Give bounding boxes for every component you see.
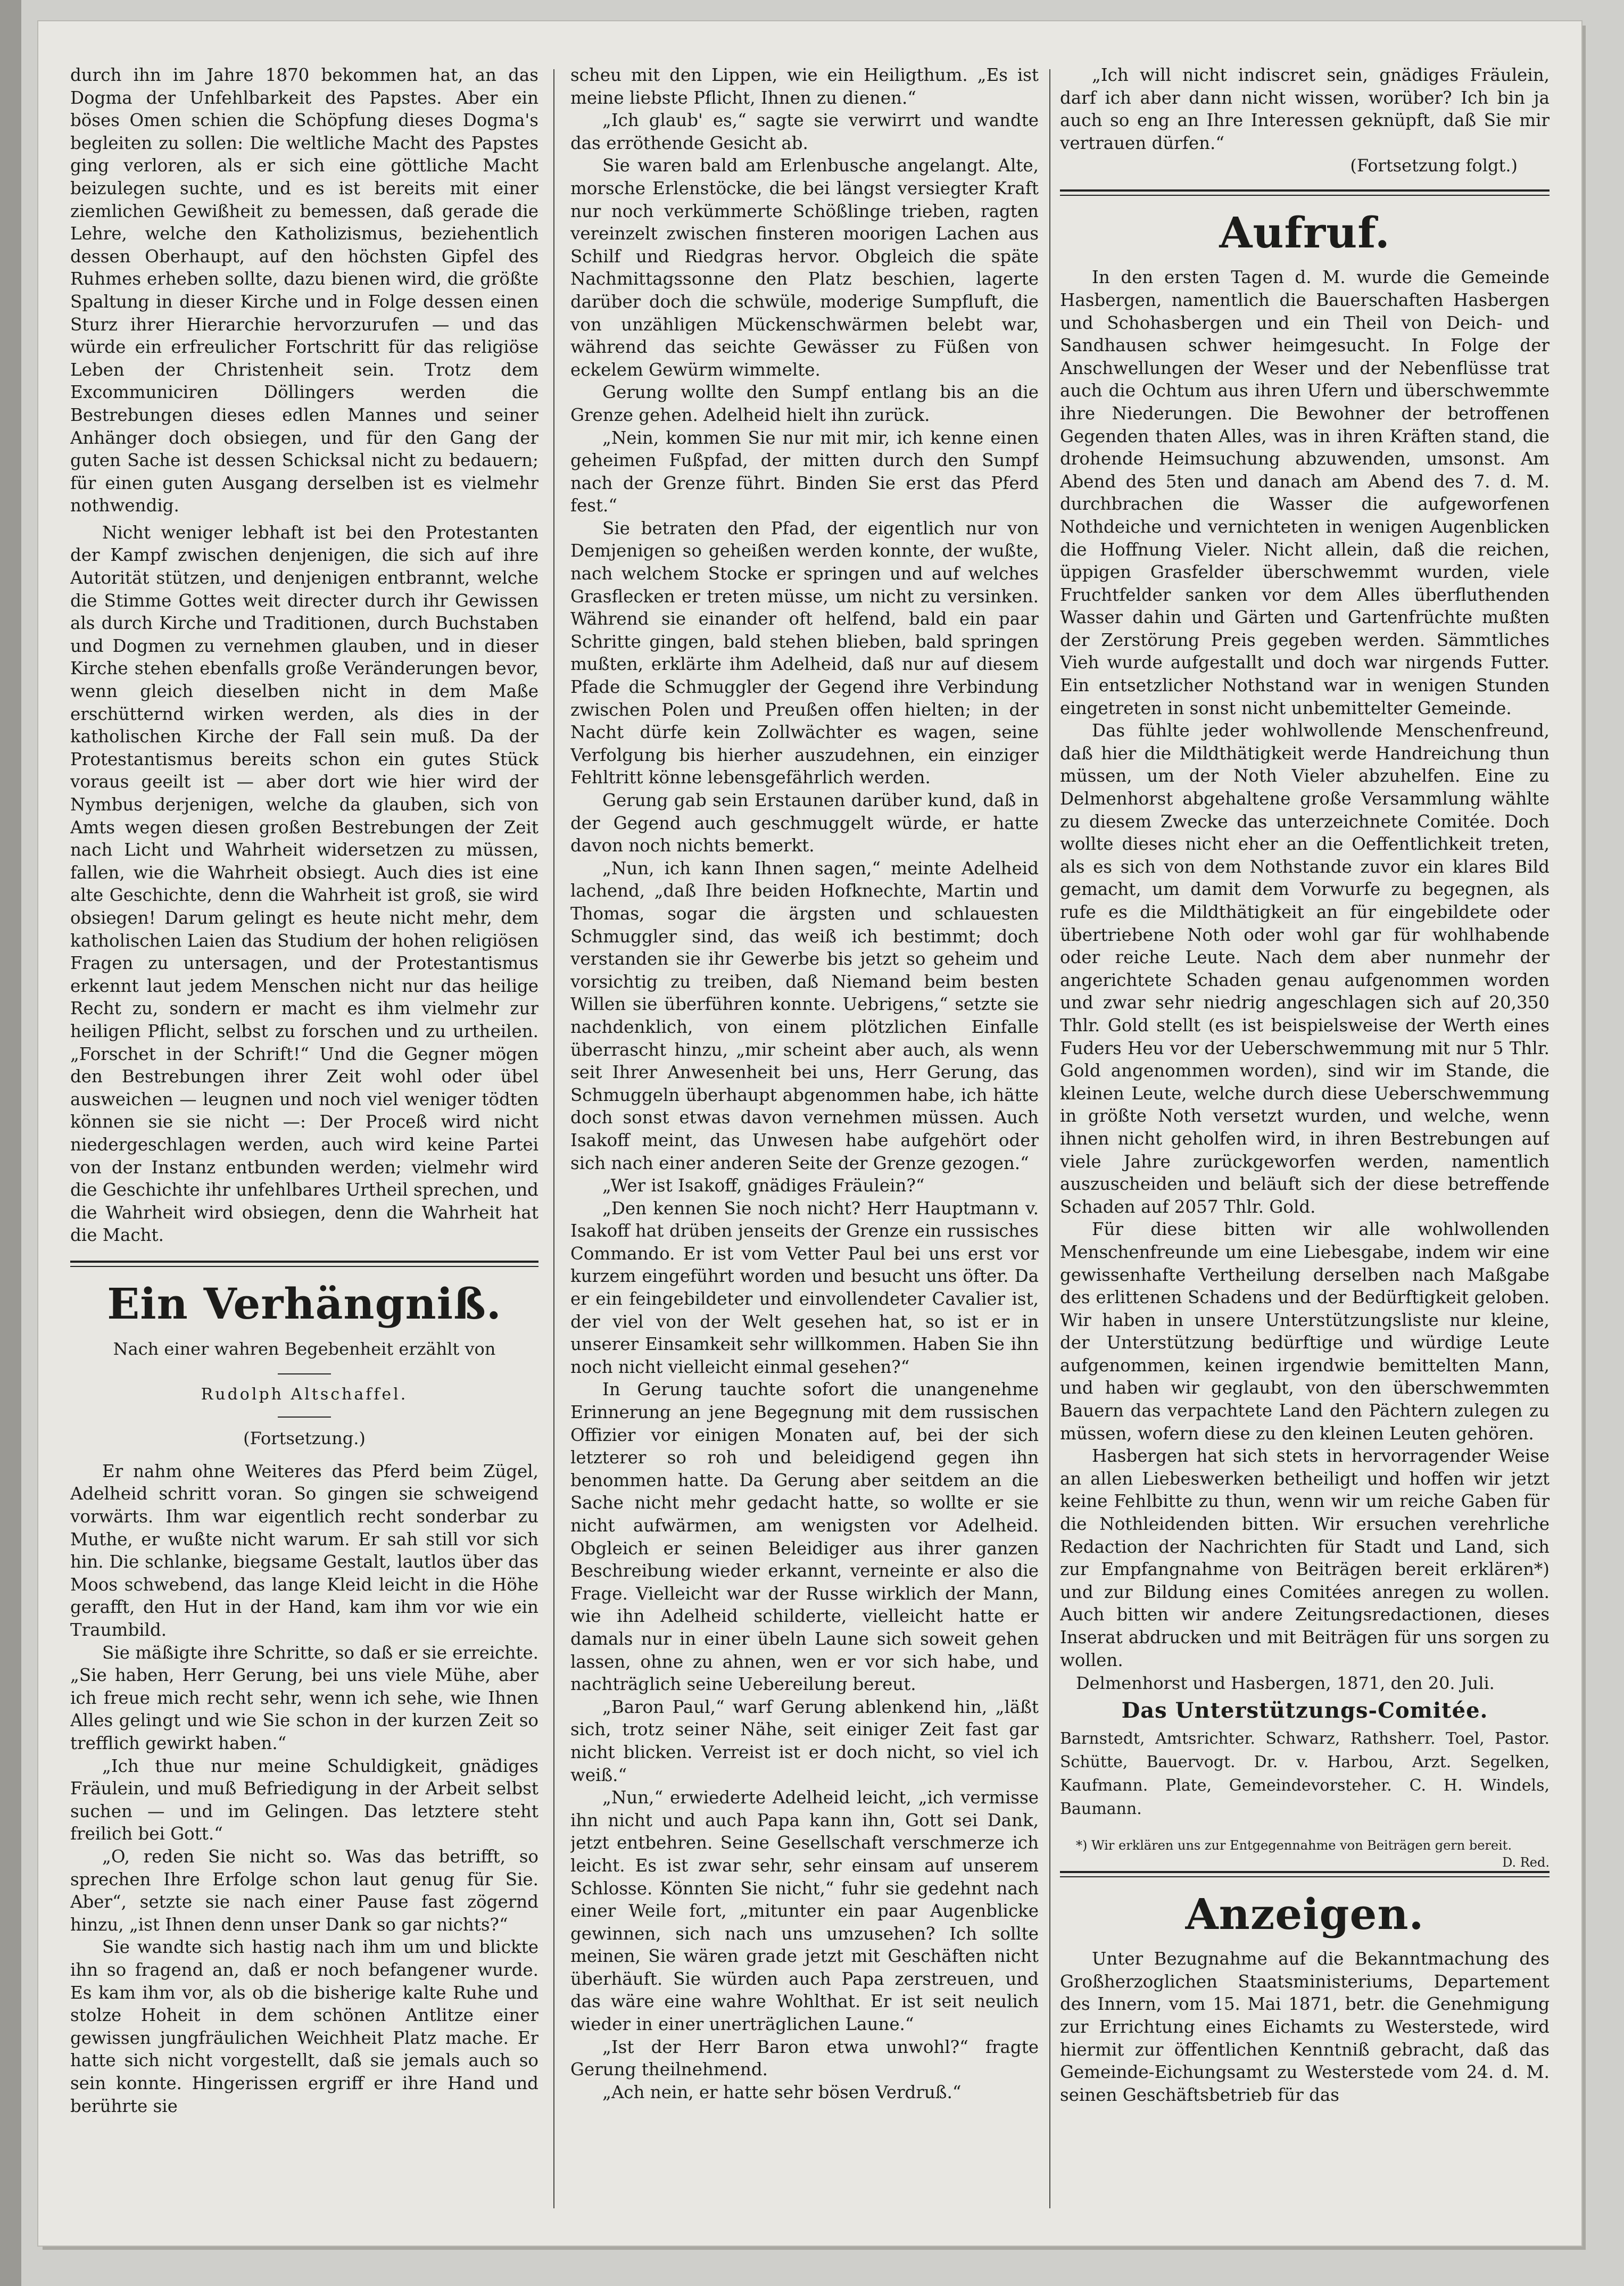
story-paragraph: „O, reden Sie nicht so. Was das betrifft, so sprechen Ihre Erfolge schon laut genug für Sie. Aber“, setzte sie nach einer Pause fast zögernd hinzu, „ist Ihnen denn unser Dank so gar nichts?“	[70, 1846, 538, 1935]
story-paragraph: „Ach nein, er hatte sehr bösen Verdruß.“	[602, 2082, 962, 2102]
story-paragraph: „Ich thue nur meine Schuldigkeit, gnädiges Fräulein, und muß Befriedigung in der Arbeit selbst suchen — und im Gelingen. Das letztere steht freilich bei Gott.“	[70, 1755, 538, 1844]
column-1	[70, 64, 538, 2224]
short-divider	[278, 1373, 331, 1374]
story-paragraph: Sie betraten den Pfad, der eigentlich nur von Demjenigen so geheißen werden konnte, der wußte, nach welchem Stocke er springen und auf welches Grasflecken er treten müsse, um nicht zu versinken. Während sie einander oft helfend, bald ein paar Schritte gingen, bald stehen blieben, bald springen mußten, erklärte ihm Adelheid, daß nur auf diesem Pfade die Schmuggler der Gegend ihre Verbindung zwischen Polen und Preußen offen hielten; in der Nacht dürfe kein Zollwächter es wagen, seine Verfolgung bis hierher auszudehnen, ein einziger Fehltritt könne lebensgefährlich werden.	[570, 518, 1039, 788]
story-paragraph: scheu mit den Lippen, wie ein Heiligthum. „Es ist meine liebste Pflicht, Ihnen zu dienen.“	[570, 65, 1039, 108]
column-divider	[553, 69, 554, 2208]
column-3	[1060, 64, 1550, 2224]
appeal-title: Aufruf.	[1219, 208, 1390, 258]
short-divider	[278, 1417, 331, 1418]
column-divider	[1049, 69, 1050, 2208]
story-paragraph: „Nun,“ erwiederte Adelheid leicht, „ich vermisse ihn nicht und auch Papa kann ihn, Gott sei Dank, jetzt entbehren. Seine Gesellschaft verschmerze ich leicht. Es ist zwar sehr, sehr einsam auf unserem Schlosse. Könnten Sie nicht,“ fuhr sie gedehnt nach einer Weile fort, „mitunter ein paar Augenblicke gewinnen, sich nach uns umzusehen? Ich sollte meinen, Sie wären grade jetzt mit Geschäften nicht überhäuft. Sie würden auch Papa zerstreuen, und das wäre eine wahre Wohlthat. Er ist seit neulich wieder in einer unerträglichen Laune.“	[570, 1787, 1039, 2035]
appeal-paragraph: Hasbergen hat sich stets in hervorragender Weise an allen Liebeswerken betheiligt und hoffen wir jetzt keine Fehlbitte zu thun, wenn wir um reiche Gaben für die Nothleidenden bitten. Wir ersuchen verehrliche Redaction der Nachrichten für Stadt und Land, sich zur Empfangnahme von Beiträgen bereit erklären*) und zur Bildung eines Comitées anregen zu wollen. Auch bitten wir andere Zeitungsredactionen, dieses Inserat abdrucken und mit Beiträgen für uns sorgen zu wollen.	[1060, 1446, 1550, 1670]
story-title: Ein Verhängniß.	[107, 1278, 502, 1329]
story-subtitle: Nach einer wahren Begebenheit erzählt von	[113, 1338, 496, 1359]
newspaper-page	[38, 21, 1581, 2246]
story-paragraph: „Ist der Herr Baron etwa unwohl?“ fragte Gerung theilnehmend.	[570, 2036, 1039, 2080]
continuation-note: (Fortsetzung.)	[243, 1428, 366, 1448]
section-divider	[70, 1261, 538, 1267]
story-paragraph: Sie waren bald am Erlenbusche angelangt. Alte, morsche Erlenstöcke, die bei längst versiegter Kraft nur noch verkümmerte Schößlinge trieben, ragten vereinzelt zwischen finsteren moorigen Lachen aus Schilf und Riedgras hervor. Obgleich die späte Nachmittagssonne den Platz beschien, lagerte darüber doch die schwüle, moderige Sumpfluft, die von unzähligen Mückenschwärmen belebt war, während das seichte Gewässer zu Füßen von eckelem Gewürm wimmelte.	[570, 155, 1039, 380]
section-divider	[1060, 189, 1550, 196]
story-paragraph: „Den kennen Sie noch nicht? Herr Hauptmann v. Isakoff hat drüben jenseits der Grenze ein russisches Commando. Er ist vom Vetter Paul bei uns erst vor kurzem eingeführt worden und besucht uns öfter. Da er ein feingebildeter und einvollendeter Cavalier ist, der viel von der Welt gesehen hat, so ist er in unserer Einsamkeit sehr willkommen. Haben Sie ihn noch nicht vielleicht einmal gesehen?“	[570, 1198, 1039, 1377]
article-paragraph: durch ihn im Jahre 1870 bekommen hat, an das Dogma der Unfehlbarkeit des Papstes. Aber ein böses Omen schien die Schöpfung dieses Dogma's begleiten zu sollen: Die weltliche Macht des Papstes ging verloren, als er sich eine göttliche Macht beizulegen suchte, und es ist bereits mit einer ziemlichen Gewißheit zu bemessen, daß gerade die Lehre, welche den Katholizismus, beziehentlich dessen Oberhaupt, auf den höchsten Gipfel des Ruhmes erheben sollte, dazu bienen wird, die größte Spaltung in dieser Kirche und in Folge dessen einen Sturz ihrer Hierarchie hervorzurufen — und das würde ein erfreulicher Fortschritt für das religiöse Leben der Christenheit sein. Trotz dem Excommuniciren Döllingers werden die Bestrebungen dieses edlen Mannes und seiner Anhänger doch obsiegen, und für den Gang der guten Sache ist dessen Schicksal nicht zu bedauern; für einen guten Ausgang derselben ist es vielmehr nothwendig.	[70, 65, 538, 516]
ads-title: Anzeigen.	[1185, 1889, 1424, 1940]
appeal-paragraph: Das fühlte jeder wohlwollende Menschenfreund, daß hier die Mildthätigkeit werde Handreichung thun müssen, um der Noth Vieler abzuhelfen. Eine zu Delmenhorst abgehaltene große Versammlung wählte zu diesem Zwecke das unterzeichnete Comitée. Doch wollte dieses nicht eher an die Oeffentlichkeit treten, als es sich von dem Nothstande zuvor ein klares Bild gemacht, um damit dem Vorwurfe zu begegnen, als rufe es die Mildthätigkeit an für eingebildete oder übertriebene Noth oder wohl gar für wohlhabende oder reiche Leute. Nach dem aber nunmehr der angerichtete Schaden genau aufgenommen worden und zwar sehr niedrig angeschlagen sich auf 20,350 Thlr. Gold stellt (es ist beispielsweise der Werth eines Fuders Heu vor der Ueberschwemmung mit nur 5 Thlr. Gold angenommen worden), sind wir im Stande, die kleinen Leute, welche durch diese Ueberschwemmung in größte Noth versetzt wurden, und welche, wenn ihnen nicht geholfen wird, in ihren Bestrebungen auf viele Jahre zurückgeworfen werden, namentlich auszuscheiden und beläuft sich der diese betreffende Schaden auf 2057 Thlr. Gold.	[1060, 720, 1550, 1217]
appeal-paragraph: Für diese bitten wir alle wohlwollenden Menschenfreunde um eine Liebesgabe, indem wir eine gewissenhafte Vertheilung derselben nach Maßgabe des erlittenen Schadens und der Bedürftigkeit geloben. Wir haben in unsere Unterstützungsliste nur kleine, der Unterstützung bedürftige und würdige Leute aufgenommen, keinen irgendwie bemittelten Mann, und haben wir geglaubt, von den überschwemmten Bauern das verpachtete Land den Pächtern zulegen zu müssen, wofern diese zu den kleinen Leuten gehören.	[1060, 1219, 1550, 1444]
story-paragraph: Gerung wollte den Sumpf entlang bis an die Grenze gehen. Adelheid hielt ihn zurück.	[570, 382, 1039, 425]
story-paragraph: Er nahm ohne Weiteres das Pferd beim Zügel, Adelheid schritt voran. So gingen sie schweigend vorwärts. Ihm war eigentlich recht sonderbar zu Muthe, er wußte nicht warum. Er sah still vor sich hin. Die schlanke, biegsame Gestalt, lautlos über das Moos schwebend, das lange Kleid leicht in die Höhe gerafft, den Hut in der Hand, kam ihm vor wie ein Traumbild.	[70, 1461, 538, 1641]
story-paragraph: „Nein, kommen Sie nur mit mir, ich kenne einen geheimen Fußpfad, der mitten durch den Sumpf nach der Grenze führt. Binden Sie erst das Pferd fest.“	[570, 427, 1039, 516]
section-divider	[1060, 1871, 1550, 1877]
ad-paragraph: Unter Bezugnahme auf die Bekanntmachung des Großherzoglichen Staatsministeriums, Departement des Innern, vom 15. Mai 1871, betr. die Genehmigung zur Errichtung eines Eichamts zu Westerstede, wird hiermit zur öffentlichen Kenntniß gebracht, daß das Gemeinde-Eichungsamt zu Westerstede vom 24. d. M. seinen Geschäftsbetrieb für das	[1060, 1949, 1550, 2105]
story-paragraph: Sie mäßigte ihre Schritte, so daß er sie erreichte. „Sie haben, Herr Gerung, bei uns viele Mühe, aber ich freue mich recht sehr, wenn ich sehe, wie Ihnen Alles gelingt und wie Sie schon in der kurzen Zeit so trefflich gewirkt haben.“	[70, 1642, 538, 1753]
story-paragraph: „Wer ist Isakoff, gnädiges Fräulein?“	[602, 1175, 925, 1196]
footnote	[1060, 1837, 1550, 1870]
story-paragraph: In Gerung tauchte sofort die unangenehme Erinnerung an jene Begegnung mit dem russischen Offizier vor einigen Monaten auf, bei der sich letzterer so roh und beleidigend gegen ihn benommen hatte. Da Gerung aber seitdem an die Sache nicht mehr gedacht hatte, so wollte er sie nicht aufwärmen, am wenigsten vor Adelheid. Obgleich er seinen Beleidiger aus ihrer ganzen Beschreibung wieder erkannt, verneinte er also die Frage. Vielleicht war der Russe wirklich der Mann, wie ihn Adelheid schilderte, vielleicht hatte er damals nur in einer übeln Laune sich soweit gehen lassen, ohne zu ahnen, wen er vor sich habe, und nachträglich seine Uebereilung bereut.	[570, 1379, 1039, 1695]
story-paragraph: Gerung gab sein Erstaunen darüber kund, daß in der Gegend auch geschmuggelt würde, er hatte davon noch nichts bemerkt.	[570, 790, 1039, 856]
article-paragraph: Nicht weniger lebhaft ist bei den Protestanten der Kampf zwischen denjenigen, die sich auf ihre Autorität stützen, und denjenigen entbrannt, welche die Stimme Gottes weit directer durch ihr Gewissen als durch Kirche und Traditionen, durch Buchstaben und Dogmen zu vernehmen glauben, und in dieser Kirche stehen ebenfalls große Veränderungen bevor, wenn gleich dieselben nicht in dem Maße erschütternd wirken werden, als dies in der katholischen Kirche der Fall sein muß. Da der Protestantismus bereits schon ein gutes Stück voraus geeilt ist — aber dort wie hier wird der Nymbus derjenigen, welche da glauben, sich von Amts wegen diesen großen Bestrebungen der Zeit nach Licht und Wahrheit widersetzen zu müssen, fallen, wie die Wahrheit obsiegt. Auch dies ist eine alte Geschichte, denn die Wahrheit ist groß, sie wird obsiegen! Darum gelingt es heute nicht mehr, dem katholischen Laien das Studium der hohen religiösen Fragen zu untersagen, und der Protestantismus erkennt laut jedem Menschen nicht nur das heilige Recht zu, sondern er macht es ihm vielmehr zur heiligen Pflicht, selbst zu forschen und zu urtheilen. „Forschet in der Schrift!“ Und die Gegner mögen den Bestrebungen ihrer Zeit wohl oder übel ausweichen — leugnen und noch viel weniger tödten können sie sie nicht —: Der Proceß wird nicht niedergeschlagen werden, auch wird keine Partei von der Instanz entbunden werden; vielmehr wird die Geschichte ihr unfehlbares Urtheil sprechen, und die Wahrheit wird obsiegen, denn die Wahrheit hat die Macht.	[70, 522, 538, 1246]
story-author: Rudolph Altschaffel.	[201, 1385, 408, 1404]
story-paragraph: „Nun, ich kann Ihnen sagen,“ meinte Adelheid lachend, „daß Ihre beiden Hofknechte, Martin und Thomas, sogar die ärgsten und schlauesten Schmuggler sind, das weiß ich bestimmt; doch verstanden sie ihr Gewerbe bis jetzt so geheim und vorsichtig zu treiben, daß Niemand beim besten Willen sie überführen konnte. Uebrigens,“ setzte sie nachdenklich, von einem plötzlichen Einfalle überrascht hinzu, „mir scheint aber auch, als wenn seit Ihrer Anwesenheit bei uns, Herr Gerung, das Schmuggeln überhaupt abgenommen habe, ich hätte doch sonst etwas davon vernehmen müssen. Auch Isakoff meint, das Unwesen habe aufgehört oder sich nach einer anderen Seite der Grenze gezogen.“	[570, 858, 1039, 1173]
adjacent-page-edge	[0, 0, 21, 2286]
story-paragraph: „Baron Paul,“ warf Gerung ablenkend hin, „läßt sich, trotz seiner Nähe, seit einiger Zeit fast gar nicht blicken. Verreist ist er doch nicht, so viel ich weiß.“	[570, 1696, 1039, 1785]
story-paragraph: „Ich glaub' es,“ sagte sie verwirrt und wandte das erröthende Gesicht ab.	[570, 110, 1039, 153]
committee-title: Das Unterstützungs-Comitée.	[1121, 1698, 1488, 1724]
appeal-paragraph: In den ersten Tagen d. M. wurde die Gemeinde Hasbergen, namentlich die Bauerschaften Hasbergen und Schohasbergen und ein Theil von Deich- und Sandhausen schwer heimgesucht. In Folge der Anschwellungen der Weser und der Nebenflüsse trat auch die Ochtum aus ihren Ufern und überschwemmte ihre Niederungen. Die Bewohner der betroffenen Gegenden thaten Alles, was in ihren Kräften stand, die drohende Heimsuchung abzuwenden, umsonst. Am Abend des 5ten und danach am Abend des 7. d. M. durchbrachen die Wasser die aufgeworfenen Nothdeiche und vernichteten in wenigen Augenblicken die Hoffnung Vieler. Nicht allein, daß die reichen, üppigen Grasfelder überschwemmt wurden, viele Fruchtfelder sanken vor dem Alles überfluthenden Wasser dahin und Gärten und Gartenfrüchte mußten der Zerstörung Preis gegeben werden. Sämmtliches Vieh wurde aufgestallt und doch war nirgends Futter. Ein entsetzlicher Nothstand war in wenigen Stunden eingetreten in sonst nicht unbemittelter Gemeinde.	[1060, 267, 1550, 718]
footnote-signature: D. Red.	[1502, 1855, 1550, 1870]
column-2	[570, 64, 1039, 2224]
appeal-dateline: Delmenhorst und Hasbergen, 1871, den 20. Juli.	[1076, 1673, 1495, 1694]
committee-members: Barnstedt, Amtsrichter. Schwarz, Rathsherr. Toel, Pastor. Schütte, Bauervogt. Dr. v. Harbou, Arzt. Segelken, Kaufmann. Plate, Gemeindevorsteher. C. H. Windels, Baumann.	[1060, 1729, 1550, 1819]
footnote-text: *) Wir erklären uns zur Entgegennahme von Beiträgen gern bereit.	[1076, 1838, 1512, 1853]
story-paragraph: Sie wandte sich hastig nach ihm um und blickte ihn so fragend an, daß er noch befangener wurde. Es kam ihm vor, als ob die bisherige kalte Ruhe und stolze Hoheit in dem schönen Antlitze einer gewissen jungfräulichen Weichheit Platz mache. Er hatte sich nicht vorgestellt, daß sie jemals auch so sein konnte. Hingerissen ergriff er ihre Hand und berührte sie	[70, 1937, 538, 2116]
to-be-continued-note: (Fortsetzung folgt.)	[1350, 155, 1518, 176]
story-paragraph: „Ich will nicht indiscret sein, gnädiges Fräulein, darf ich aber dann nicht wissen, worüber? Ich bin ja auch so eng an Ihre Interessen geknüpft, daß Sie mir vertrauen dürfen.“	[1060, 65, 1550, 153]
